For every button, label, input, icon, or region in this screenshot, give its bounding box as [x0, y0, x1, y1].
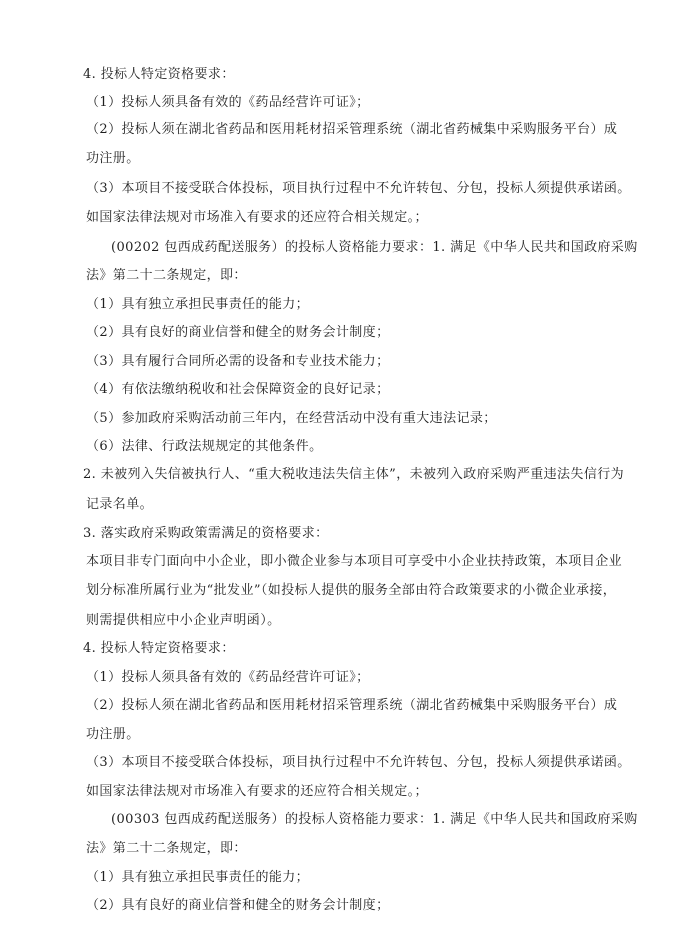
paragraph-line: 如国家法律法规对市场准入有要求的还应符合相关规定。； — [86, 210, 428, 225]
list-item: （3）具有履行合同所必需的设备和专业技术能力； — [86, 354, 390, 369]
list-item: （1）投标人须具备有效的《药品经营许可证》； — [86, 670, 370, 685]
list-item: （1）具有独立承担民事责任的能力； — [86, 297, 310, 312]
list-item: （1）具有独立承担民事责任的能力； — [86, 870, 310, 885]
section-heading: 3. 落实政府采购政策需满足的资格要求： — [83, 526, 329, 541]
paragraph-line: 则需提供相应中小企业声明函）。 — [86, 613, 281, 628]
paragraph-line: 法》第二十二条规定，即： — [86, 841, 247, 856]
paragraph-line: 记录名单。 — [86, 497, 154, 512]
paragraph-line: 如国家法律法规对市场准入有要求的还应符合相关规定。； — [86, 784, 428, 799]
paragraph-line: 本项目非专门面向中小企业，即小微企业参与本项目可享受中小企业扶持政策，本项目企业 — [86, 554, 623, 569]
section-heading: 4. 投标人特定资格要求： — [83, 67, 235, 82]
list-item: （3）本项目不接受联合体投标，项目执行过程中不允许转包、分包，投标人须提供承诺函。 — [86, 755, 631, 770]
list-item: （5）参加政府采购活动前三年内，在经营活动中没有重大违法记录； — [86, 411, 497, 426]
list-item: （2）投标人须在湖北省药品和医用耗材招采管理系统（湖北省药械集中采购服务平台）成 — [86, 698, 618, 713]
list-item: （2）具有良好的商业信誉和健全的财务会计制度； — [86, 325, 390, 340]
paragraph-line: (00303 包西成药配送服务）的投标人资格能力要求：1. 满足《中华人民共和国政府采购 — [111, 812, 638, 827]
section-heading: 4. 投标人特定资格要求： — [83, 641, 235, 656]
list-item: （2）投标人须在湖北省药品和医用耗材招采管理系统（湖北省药械集中采购服务平台）成 — [86, 122, 618, 137]
list-item: （2）具有良好的商业信誉和健全的财务会计制度； — [86, 898, 390, 913]
paragraph-line: 功注册。 — [86, 727, 140, 742]
list-item: （1）投标人须具备有效的《药品经营许可证》； — [86, 95, 370, 110]
list-item: （6）法律、行政法规规定的其他条件。 — [86, 439, 323, 454]
section-heading: 2. 未被列入失信被执行人、“重大税收违法失信主体”，未被列入政府采购严重违法失信行为 — [83, 467, 625, 482]
list-item: （4）有依法缴纳税收和社会保障资金的良好记录； — [86, 382, 390, 397]
list-item: （3）本项目不接受联合体投标，项目执行过程中不允许转包、分包，投标人须提供承诺函。 — [86, 181, 631, 196]
paragraph-line: 功注册。 — [86, 151, 140, 166]
paragraph-line: 法》第二十二条规定，即： — [86, 268, 247, 283]
paragraph-line: (00202 包西成药配送服务）的投标人资格能力要求：1. 满足《中华人民共和国政府采购 — [111, 240, 638, 255]
paragraph-line: 划分标准所属行业为“批发业”（如投标人提供的服务全部由符合政策要求的小微企业承接， — [86, 583, 617, 598]
